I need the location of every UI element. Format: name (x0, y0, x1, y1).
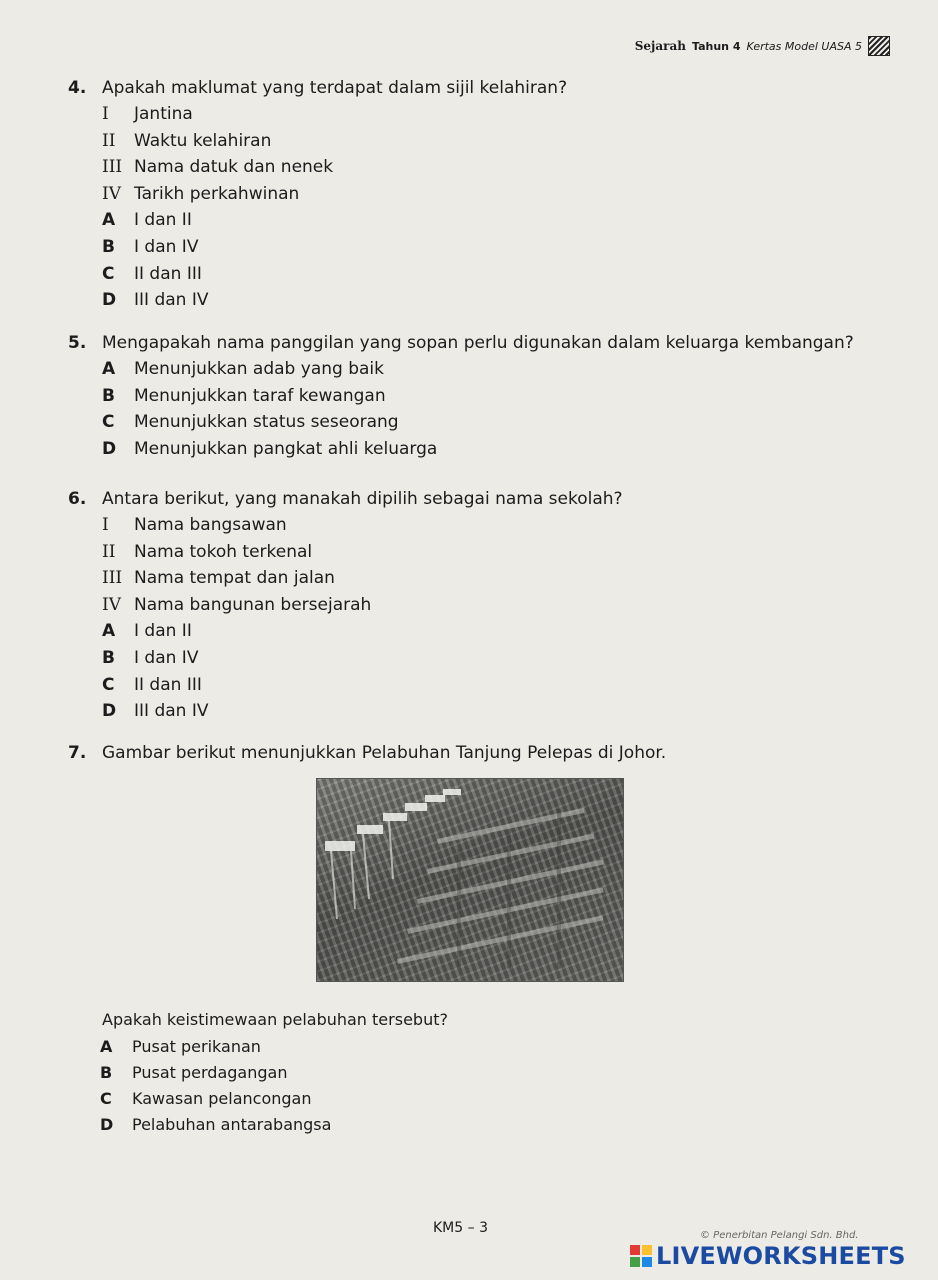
choice-a[interactable]: A I dan II (102, 210, 192, 231)
choice-b[interactable]: B I dan IV (102, 236, 199, 257)
statement-item: III Nama datuk dan nenek (102, 157, 334, 178)
question-text: Apakah maklumat yang terdapat dalam sijil kelahiran? (102, 78, 568, 98)
choice-c[interactable]: C II dan III (102, 674, 202, 695)
statement-item: II Nama tokoh terkenal (102, 541, 313, 562)
statement-item: I Jantina (102, 104, 193, 124)
question-text: Antara berikut, yang manakah dipilih sebagai nama sekolah? (102, 489, 623, 509)
question-4 (68, 75, 567, 314)
show-through-text (690, 80, 930, 288)
choice-d[interactable]: D III dan IV (102, 701, 209, 722)
brand-grid-icon (630, 1245, 652, 1267)
header-year: Tahun 4 (692, 39, 741, 53)
choice-d[interactable]: D Menunjukkan pangkat ahli keluarga (102, 438, 438, 459)
question-5 (68, 330, 854, 462)
question-number: 4. (68, 78, 87, 98)
header-paper: Kertas Model UASA 5 (746, 39, 862, 53)
hatch-icon (868, 36, 890, 56)
question-6 (68, 486, 623, 725)
choice-c[interactable]: C Menunjukkan status seseorang (102, 412, 399, 433)
question-text: Gambar berikut menunjukkan Pelabuhan Tanjung Pelepas di Johor. (102, 743, 667, 763)
page-header (635, 36, 890, 56)
choice-b[interactable]: B Pusat perdagangan (100, 1063, 288, 1082)
copyright: © Penerbitan Pelangi Sdn. Bhd. (700, 1230, 859, 1241)
choice-c[interactable]: C II dan III (102, 263, 202, 284)
question-7-choices (100, 1034, 331, 1138)
choice-a[interactable]: A Menunjukkan adab yang baik (102, 359, 384, 379)
statement-item: II Waktu kelahiran (102, 130, 272, 151)
question-text: Mengapakah nama panggilan yang sopan perlu digunakan dalam keluarga kembangan? (102, 333, 854, 353)
question-number: 6. (68, 489, 87, 509)
statement-item: III Nama tempat dan jalan (102, 568, 335, 589)
brand-text: LIVEWORKSHEETS (656, 1242, 906, 1270)
choice-b[interactable]: B Menunjukkan taraf kewangan (102, 385, 386, 406)
question-7-followup: Apakah keistimewaan pelabuhan tersebut? (102, 1010, 448, 1029)
choice-a[interactable]: A Pusat perikanan (100, 1037, 261, 1056)
question-number: 7. (68, 743, 87, 763)
page-number: KM5 – 3 (433, 1220, 488, 1236)
choice-d[interactable]: D III dan IV (102, 290, 209, 311)
choice-c[interactable]: C Kawasan pelancongan (100, 1089, 312, 1108)
choice-d[interactable]: D Pelabuhan antarabangsa (100, 1115, 332, 1134)
statement-item: I Nama bangsawan (102, 515, 287, 535)
statement-item: IV Tarikh perkahwinan (102, 183, 300, 204)
choice-a[interactable]: A I dan II (102, 621, 192, 642)
choice-b[interactable]: B I dan IV (102, 647, 199, 668)
header-subject: Sejarah (634, 39, 686, 53)
port-photo (316, 778, 624, 982)
liveworksheets-logo (630, 1242, 906, 1270)
question-number: 5. (68, 333, 87, 353)
statement-item: IV Nama bangunan bersejarah (102, 594, 372, 615)
question-7 (68, 740, 666, 766)
